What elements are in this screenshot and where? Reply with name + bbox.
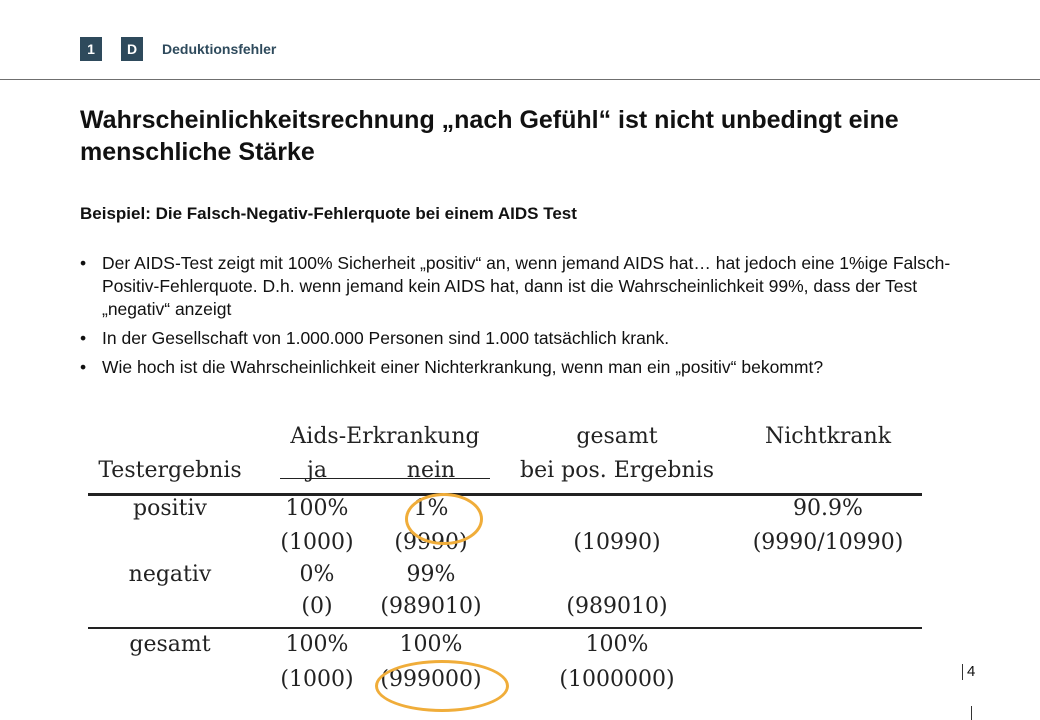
cell-ja: 100% (285, 632, 349, 657)
cell-nein: (989010) (380, 594, 482, 619)
cell-gesamt: (1000000) (559, 667, 675, 692)
header-divider (0, 79, 1040, 80)
slide-header (0, 0, 1040, 80)
bullet-item (80, 252, 980, 321)
bullet-item (80, 327, 980, 350)
header-testergebnis: Testergebnis (98, 458, 242, 483)
slide-subtitle: Beispiel: Die Falsch-Negativ-Fehlerquote bei einem AIDS Test (80, 204, 577, 223)
bullet-list (80, 252, 980, 385)
cell-nein: (9990) (394, 530, 468, 555)
highlight-circle-icon (405, 493, 483, 545)
cell-gesamt: (10990) (573, 530, 661, 555)
header-nein: nein (406, 458, 456, 483)
bullet-text: Wie hoch ist die Wahrscheinlichkeit einer Nichterkrankung, wenn man ein „positiv“ bekommt? (102, 357, 824, 377)
cell-ja: 0% (299, 562, 335, 587)
header-gesamt: gesamt (576, 424, 658, 449)
cell-nein: 99% (406, 562, 456, 587)
row-label: gesamt (129, 632, 211, 657)
cell-nein: (999000) (380, 667, 482, 692)
slide-title: Wahrscheinlichkeitsrechnung „nach Gefühl“ ist nicht unbedingt eine menschliche Stärke (80, 106, 899, 166)
header-nichtkrank: Nichtkrank (764, 424, 892, 449)
cell-gesamt: (989010) (566, 594, 668, 619)
cell-nichtkrank: (9990/10990) (752, 530, 904, 555)
bullet-dot-icon: • (80, 328, 87, 348)
cell-ja: (0) (301, 594, 333, 619)
bullet-item (80, 356, 980, 379)
bullet-text: In der Gesellschaft von 1.000.000 Personen sind 1.000 tatsächlich krank. (102, 328, 670, 348)
row-label: positiv (133, 496, 207, 521)
cell-ja: (1000) (280, 530, 354, 555)
header-aids-erkrankung: Aids-Erkrankung (290, 424, 480, 449)
cell-nichtkrank: 90.9% (793, 496, 863, 521)
highlight-circle-icon (375, 660, 509, 712)
chapter-badge: 1 (80, 37, 102, 61)
table-rule-mid (88, 627, 922, 629)
header-ja: ja (307, 458, 327, 483)
cell-gesamt: 100% (585, 632, 649, 657)
probability-table (88, 422, 922, 720)
cell-ja: 100% (285, 496, 349, 521)
section-label: Deduktionsfehler (162, 41, 277, 57)
cell-nein: 100% (399, 632, 463, 657)
bullet-dot-icon: • (80, 253, 87, 273)
cell-ja: (1000) (280, 667, 354, 692)
bullet-text: Der AIDS-Test zeigt mit 100% Sicherheit „positiv“ an, wenn jemand AIDS hat… hat jedoch eine 1%ige Falsch-Positiv-Fehlerquote. D.h. wenn jemand kein AIDS hat, dann ist die Wahrscheinlichkeit 99%, dass der Test „negativ“ anzeigt (102, 253, 951, 319)
row-label: negativ (128, 562, 212, 587)
footer-tick (971, 706, 972, 720)
cell-nein: 1% (413, 496, 449, 521)
section-badge: D (121, 37, 143, 61)
bullet-dot-icon: • (80, 357, 87, 377)
page-number: 4 (962, 664, 975, 680)
header-bei-pos-ergebnis: bei pos. Ergebnis (520, 458, 714, 483)
